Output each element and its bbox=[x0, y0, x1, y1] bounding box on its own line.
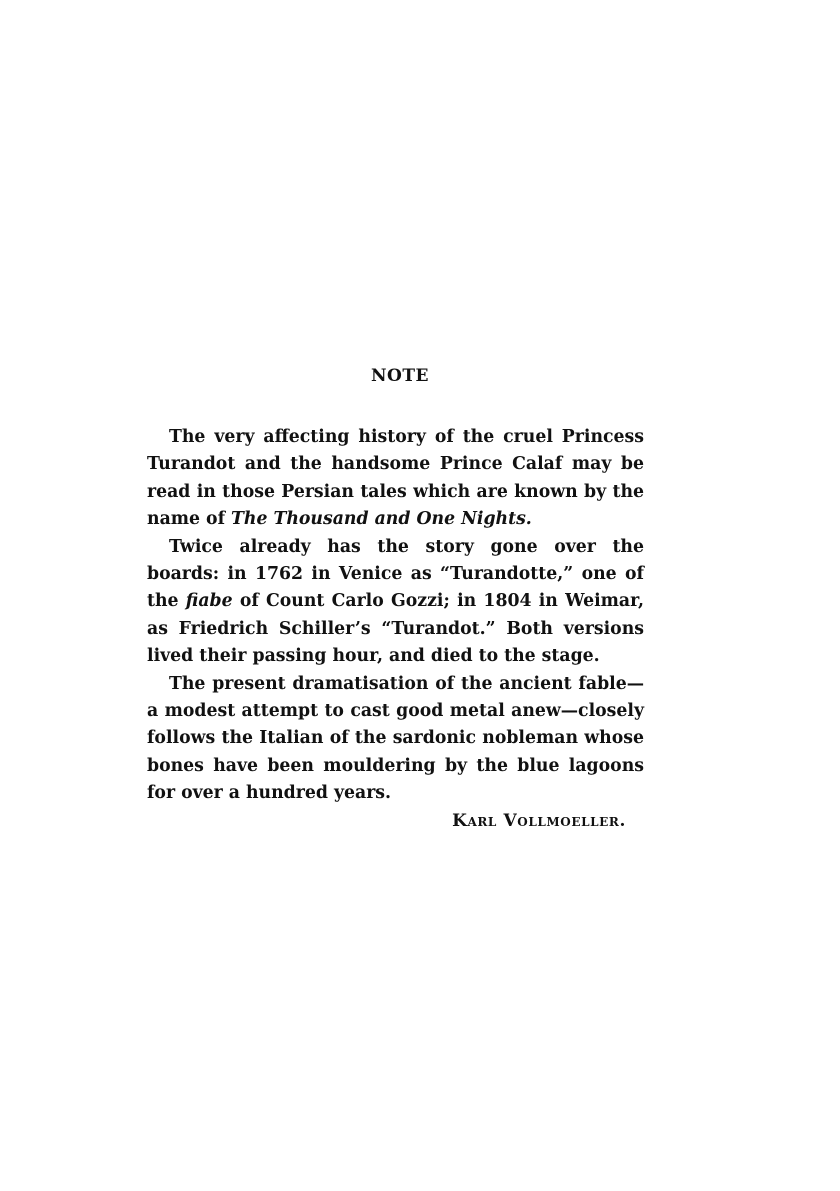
paragraph-2 bbox=[147, 534, 644, 671]
paragraph-1-text: The very affecting history of the cruel Princess Turandot and the handsome Prince Calaf may be read in those Persian tales which are known by the name of bbox=[147, 427, 644, 530]
author-signature: Karl Vollmoeller. bbox=[452, 811, 626, 831]
paragraph-1-italic: The Thousand and One Nights. bbox=[231, 509, 532, 530]
paragraph-2-italic: fiabe bbox=[185, 591, 233, 612]
page-heading: NOTE bbox=[371, 366, 429, 386]
paragraph-1 bbox=[147, 424, 644, 534]
paragraph-3-text: The present dramatisation of the ancient fable—a modest attempt to cast good metal anew—closely follows the Italian of the sardonic nobleman whose bones have been mouldering by the blue lagoons for over a hundred years. bbox=[147, 673, 644, 804]
paragraph-2-tail: of Count Carlo Gozzi; in 1804 in Weimar, as Friedrich Schiller’s “Turandot.” Both versions lived their passing hour, and died to the stage. bbox=[147, 591, 644, 667]
paragraph-3 bbox=[147, 671, 644, 808]
paragraph-2-text: Twice already has the story gone over the boards: in 1762 in Venice as “Turandotte,” one of the bbox=[147, 536, 644, 612]
note-body bbox=[147, 424, 644, 808]
